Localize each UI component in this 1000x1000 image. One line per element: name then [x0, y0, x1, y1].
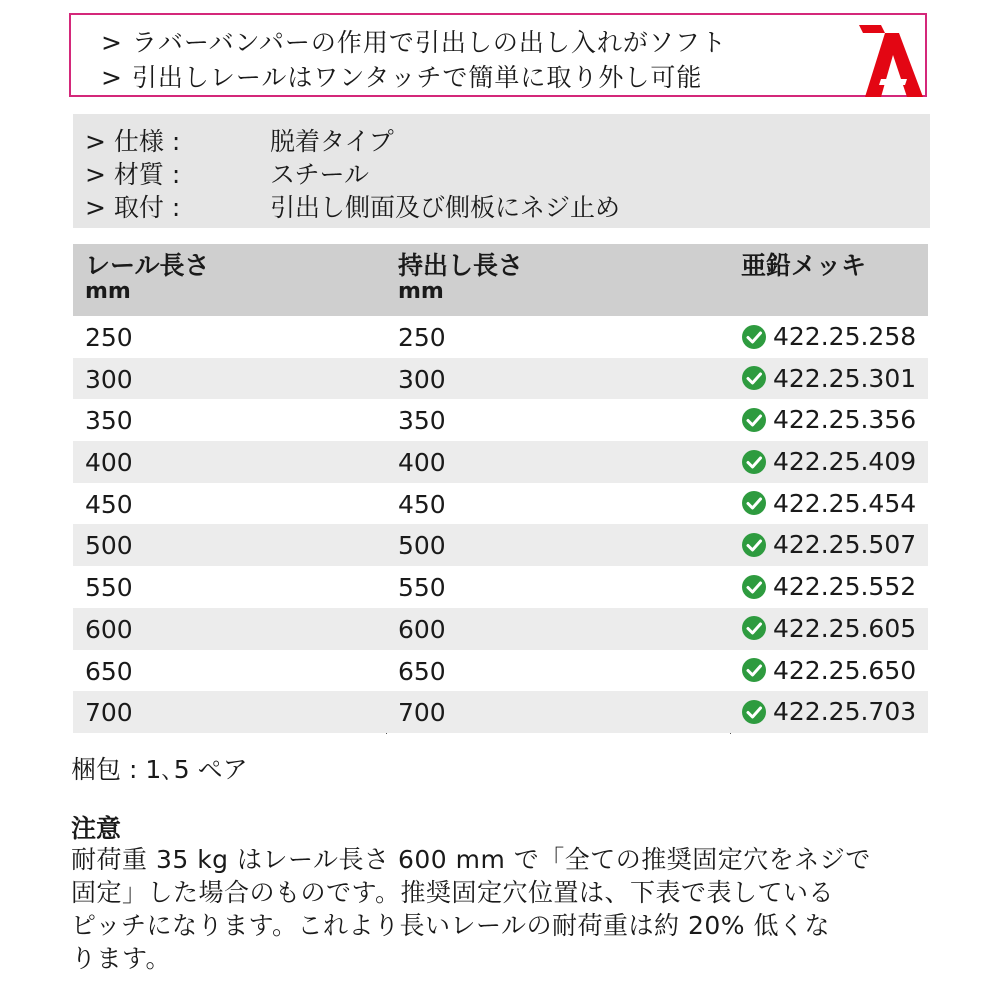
spec-box: [73, 114, 930, 228]
feature-box: [69, 13, 927, 97]
article-number[interactable]: 422.25.650: [773, 655, 917, 685]
cell-extension-length: 700: [398, 698, 446, 728]
article-number[interactable]: 422.25.703: [773, 697, 917, 727]
article-number[interactable]: 422.25.356: [773, 405, 917, 435]
header-title: レール長さ: [85, 251, 210, 280]
check-circle-icon: [741, 365, 767, 391]
cell-extension-length: 650: [398, 656, 446, 686]
cell-rail-length: 700: [85, 698, 133, 728]
spec-value: 引出し側面及び側板にネジ止め: [270, 193, 621, 222]
cell-extension-length: 550: [398, 573, 446, 603]
cell-article-number[interactable]: [741, 405, 916, 434]
cell-rail-length: 400: [85, 448, 133, 478]
table-body: [73, 316, 928, 733]
article-number[interactable]: 422.25.409: [773, 447, 917, 477]
table-row: [73, 608, 928, 650]
table-row: [73, 566, 928, 608]
header-rail-length: [85, 252, 210, 304]
check-circle-icon: [741, 615, 767, 641]
cell-article-number[interactable]: [741, 572, 916, 601]
article-number[interactable]: 422.25.258: [773, 322, 917, 351]
feature-line: > ラバーバンパーの作用で引出しの出し入れがソフト: [101, 28, 727, 57]
brand-logo-icon: [851, 21, 923, 97]
cell-extension-length: 400: [398, 448, 446, 478]
check-circle-icon: [741, 407, 767, 433]
table-row: [73, 691, 928, 733]
check-circle-icon: [741, 699, 767, 725]
note-line: ります。: [71, 944, 172, 973]
note-body: [71, 843, 941, 975]
cell-article-number[interactable]: [741, 322, 916, 351]
header-zinc-plated: [741, 252, 866, 280]
table-row: [73, 316, 928, 358]
check-circle-icon: [741, 657, 767, 683]
cell-article-number[interactable]: [741, 656, 916, 685]
header-unit: mm: [85, 279, 131, 304]
spec-value: スチール: [270, 160, 370, 189]
table-row: [73, 483, 928, 525]
article-number[interactable]: 422.25.552: [773, 572, 917, 602]
cell-extension-length: 250: [398, 323, 446, 352]
cell-article-number[interactable]: [741, 530, 916, 559]
cell-extension-length: 500: [398, 531, 446, 561]
table-row: [73, 358, 928, 400]
cell-rail-length: 350: [85, 406, 133, 436]
cell-extension-length: 450: [398, 489, 446, 519]
spec-label: > 材質 :: [85, 160, 181, 189]
cell-article-number[interactable]: [741, 614, 916, 643]
cell-article-number[interactable]: [741, 697, 916, 726]
check-circle-icon: [741, 324, 767, 350]
table-header: [73, 244, 928, 316]
article-number[interactable]: 422.25.605: [773, 613, 917, 643]
note-title: 注意: [71, 814, 122, 843]
check-circle-icon: [741, 532, 767, 558]
article-number[interactable]: 422.25.507: [773, 530, 917, 560]
table-row: [73, 441, 928, 483]
cell-article-number[interactable]: [741, 489, 916, 518]
check-circle-icon: [741, 490, 767, 516]
feature-line: > 引出しレールはワンタッチで簡単に取り外し可能: [101, 63, 703, 92]
check-circle-icon: [741, 574, 767, 600]
cell-article-number[interactable]: [741, 447, 916, 476]
spec-label: > 仕様 :: [85, 127, 181, 156]
note-line: 耐荷重 35 kg はレール長さ 600 mm で「全ての推奨固定穴をネジで: [71, 845, 871, 874]
cell-rail-length: 600: [85, 614, 133, 644]
note-line: ピッチになります。これより長いレールの耐荷重は約 20% 低くな: [71, 911, 830, 940]
header-unit: mm: [398, 279, 444, 304]
cell-rail-length: 450: [85, 489, 133, 519]
cell-rail-length: 300: [85, 364, 133, 394]
note-line: 固定」した場合のものです。推奨固定穴位置は、下表で表している: [71, 878, 835, 907]
cell-extension-length: 350: [398, 406, 446, 436]
table-row: [73, 399, 928, 441]
cell-rail-length: 500: [85, 531, 133, 561]
header-title: 持出し長さ: [398, 251, 524, 280]
cell-rail-length: 550: [85, 573, 133, 603]
header-title: 亜鉛メッキ: [741, 251, 867, 280]
article-number[interactable]: 422.25.454: [773, 488, 917, 518]
cell-rail-length: 250: [85, 323, 133, 352]
spec-label: > 取付 :: [85, 193, 181, 222]
cell-extension-length: 300: [398, 364, 446, 394]
header-extension-length: [398, 252, 523, 304]
product-table: [73, 244, 928, 733]
check-circle-icon: [741, 449, 767, 475]
cell-rail-length: 650: [85, 656, 133, 686]
cell-extension-length: 600: [398, 614, 446, 644]
spec-value: 脱着タイプ: [270, 127, 394, 156]
table-row: [73, 524, 928, 566]
cell-article-number[interactable]: [741, 364, 916, 393]
table-row: [73, 650, 928, 692]
article-number[interactable]: 422.25.301: [773, 363, 917, 393]
packing-info: 梱包 : 1､5 ペア: [71, 755, 248, 784]
